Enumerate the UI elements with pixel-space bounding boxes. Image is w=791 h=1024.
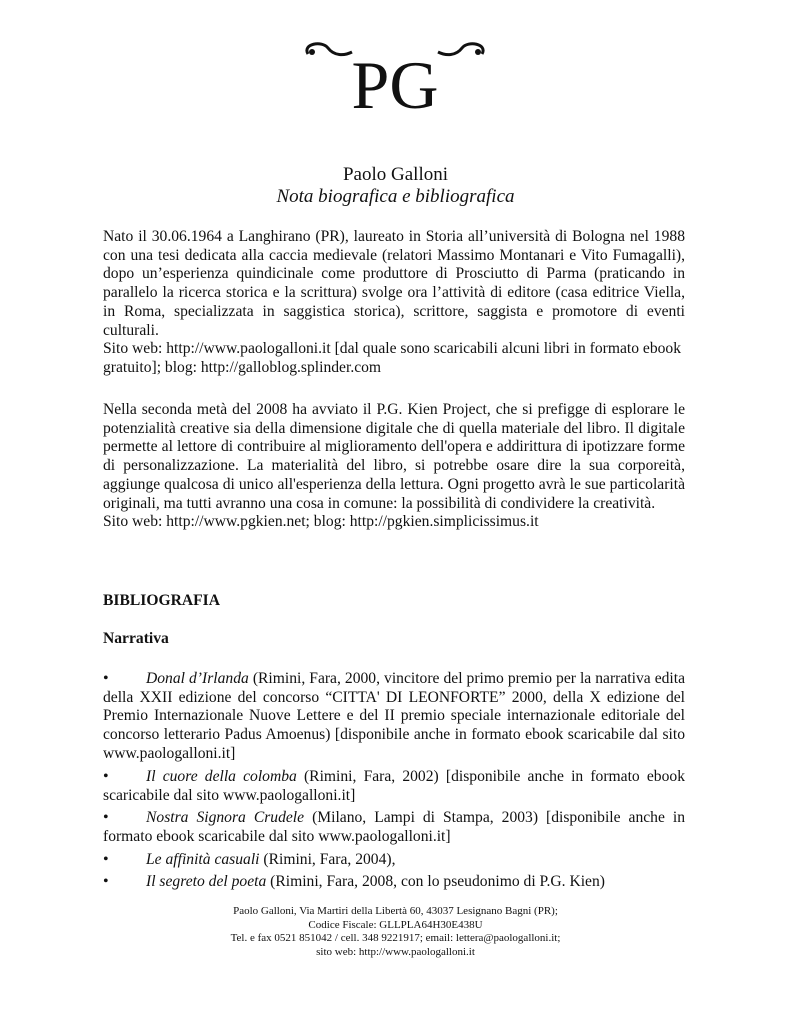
logo-monogram: PG (351, 47, 439, 115)
book-title: Nostra Signora Crudele (146, 809, 305, 826)
bullet-icon: • (103, 851, 109, 868)
book-title: Il segreto del poeta (146, 873, 267, 890)
bullet-icon: • (103, 873, 109, 890)
book-title: Il cuore della colomba (146, 768, 297, 785)
bio-paragraph-2 (103, 401, 685, 532)
document-subtitle: Nota biografica e bibliografica (276, 186, 515, 207)
list-item (103, 851, 685, 870)
pg-logo (300, 40, 490, 115)
footer-contacts: Tel. e fax 0521 851042 / cell. 348 9221917; email: lettera@paologalloni.it; (230, 932, 561, 944)
list-item (103, 768, 685, 805)
author-name: Paolo Galloni (342, 164, 449, 185)
footer-address: Paolo Galloni, Via Martiri della Libertà 60, 43037 Lesignano Bagni (PR); (233, 905, 558, 917)
book-details: (Milano, Lampi di Stampa, 2003) [disponibile anche in formato ebook scaricabile dal sito www.paologalloni.it] (103, 809, 685, 845)
page-footer (0, 905, 791, 959)
list-item (103, 670, 685, 764)
bio-websites-1: Sito web: http://www.paologalloni.it [dal quale sono scaricabili alcuni libri in formato ebook gratuito]; blog: http://galloblog.splinder.com (103, 340, 682, 376)
book-details: (Rimini, Fara, 2008, con lo pseudonimo di P.G. Kien) (266, 873, 605, 890)
footer-tax-code: Codice Fiscale: GLLPLA64H30E438U (308, 918, 483, 931)
list-item (103, 873, 685, 892)
book-details: (Rimini, Fara, 2000, vincitore del primo premio per la narrativa edita della XXII edizione del concorso “CITTA' DI LEONFORTE” 2000, della X edizione del Premio Internazionale Nuove Lettere e del II premio speciale internazionale editoriale del concorso letterario Padus Amoenus) [disponibile anche in formato ebook scaricabile dal sito www.paologalloni.it] (103, 670, 686, 762)
bio-websites-2: Sito web: http://www.pgkien.net; blog: http://pgkien.simplicissimus.it (103, 513, 539, 531)
footer-website: sito web: http://www.paologalloni.it (316, 945, 475, 958)
book-title: Le affinità casuali (146, 851, 260, 868)
narrativa-heading: Narrativa (103, 630, 169, 647)
bio-text-2: Nella seconda metà del 2008 ha avviato il P.G. Kien Project, che si prefigge di esplorare le potenzialità creative sia della dimensione digitale che di quella materiale del libro. Il digitale permette al lettore di contribuire al miglioramento dell'opera e addirittura di ipotizzare forme di personalizzazione. La materialità del libro, si potrebbe osare dire la sua corporeità, aggiunge qualcosa di unico all'esperienza della lettura. Ogni progetto avrà le sue particolarità originali, ma tutti avranno una cosa in comune: la possibilità di condividere la creatività. (103, 401, 685, 512)
book-details: (Rimini, Fara, 2004), (259, 851, 396, 868)
book-title: Donal d’Irlanda (146, 670, 249, 687)
bullet-icon: • (103, 670, 109, 687)
bullet-icon: • (103, 809, 109, 826)
bibliography-heading: BIBLIOGRAFIA (103, 592, 220, 609)
bullet-icon: • (103, 768, 109, 785)
book-details: (Rimini, Fara, 2002) [disponibile anche in formato ebook scaricabile dal sito www.paologalloni.it] (103, 768, 685, 804)
list-item (103, 809, 685, 846)
bio-text-1: Nato il 30.06.1964 a Langhirano (PR), laureato in Storia all’università di Bologna nel 1988 con una tesi dedicata alla caccia medievale (relatori Massimo Montanari e Vito Fumagalli), dopo un’esperienza quindicinale come produttore di Prosciutto di Parma (praticando in parallelo la ricerca storica e la scrittura) svolge ora l’attività di editore (casa editrice Viella, in Roma, specializzata in saggistica storica), scrittore, saggista e promotore di eventi culturali. (103, 228, 685, 339)
bio-paragraph-1 (103, 228, 685, 378)
